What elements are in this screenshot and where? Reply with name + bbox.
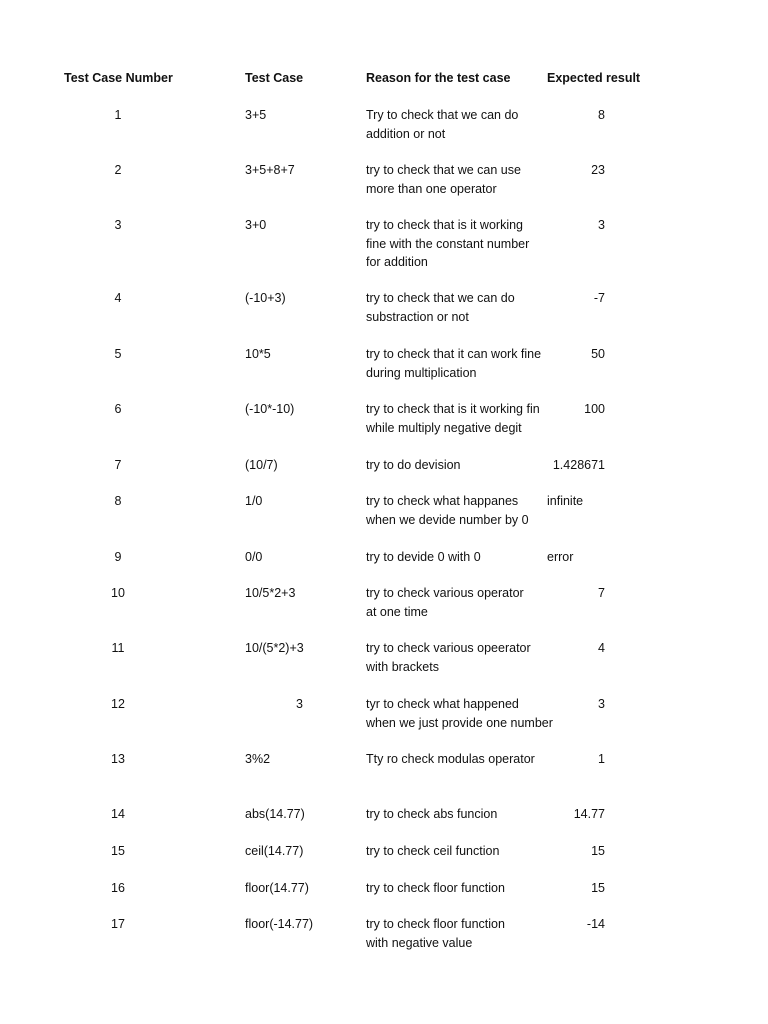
cell-reason: try to do devision <box>366 458 461 472</box>
cell-expected: -14 <box>586 917 605 931</box>
cell-expected: error <box>547 550 574 564</box>
cell-test-case: 1/0 <box>245 494 263 508</box>
cell-test-case: 3%2 <box>245 752 271 766</box>
cell-number: 8 <box>114 494 122 508</box>
cell-reason: try to check that we can use more than one operator <box>366 163 521 196</box>
cell-number: 14 <box>111 807 125 821</box>
cell-number: 4 <box>114 291 122 305</box>
cell-expected: 50 <box>591 347 605 361</box>
cell-expected: 23 <box>591 163 605 177</box>
cell-reason: try to check abs funcion <box>366 807 498 821</box>
cell-test-case: 3+0 <box>245 218 267 232</box>
cell-reason: try to check floor function <box>366 881 505 895</box>
cell-reason: try to check various operator at one time <box>366 586 524 619</box>
cell-number: 15 <box>111 844 125 858</box>
cell-reason: try to check that is it working fine with the constant number for addition <box>366 218 530 269</box>
cell-reason: try to check what happanes when we devide number by 0 <box>366 494 529 527</box>
cell-test-case: 10*5 <box>245 347 271 361</box>
cell-test-case: (-10+3) <box>245 291 286 305</box>
cell-expected: -7 <box>593 291 605 305</box>
cell-expected: 15 <box>591 881 605 895</box>
cell-reason: try to check that is it working fin while multiply negative degit <box>366 402 540 435</box>
cell-expected: 15 <box>591 844 605 858</box>
cell-number: 10 <box>111 586 125 600</box>
table-header <box>0 69 768 89</box>
cell-test-case: (10/7) <box>245 458 278 472</box>
cell-expected: 3 <box>598 218 605 232</box>
cell-reason: try to devide 0 with 0 <box>366 550 481 564</box>
cell-number: 5 <box>114 347 122 361</box>
cell-expected: 4 <box>598 641 605 655</box>
cell-reason: try to check floor function with negative value <box>366 917 505 950</box>
cell-expected: 100 <box>584 402 605 416</box>
cell-test-case: 3+5 <box>245 108 267 122</box>
cell-test-case: floor(-14.77) <box>245 917 314 931</box>
cell-reason: try to check that we can do substraction or not <box>366 291 515 324</box>
cell-reason: try to check ceil function <box>366 844 500 858</box>
cell-reason: tyr to check what happened when we just provide one number <box>366 697 553 730</box>
cell-reason: try to check that it can work fine during multiplication <box>366 347 542 380</box>
cell-number: 17 <box>111 917 125 931</box>
cell-test-case: (-10*-10) <box>245 402 295 416</box>
header-test-case: Test Case <box>245 71 304 85</box>
cell-number: 9 <box>114 550 122 564</box>
cell-expected: 3 <box>598 697 605 711</box>
cell-test-case: ceil(14.77) <box>245 844 304 858</box>
cell-number: 3 <box>114 218 122 232</box>
cell-test-case: 3 <box>296 697 303 711</box>
cell-expected: 1 <box>598 752 605 766</box>
cell-expected: 14.77 <box>573 807 605 821</box>
cell-number: 11 <box>111 641 125 655</box>
cell-test-case: 3+5+8+7 <box>245 163 295 177</box>
header-expected-result: Expected result <box>547 71 641 85</box>
cell-number: 13 <box>111 752 125 766</box>
cell-test-case: 0/0 <box>245 550 263 564</box>
cell-number: 16 <box>111 881 125 895</box>
cell-expected: 1.428671 <box>552 458 605 472</box>
cell-reason: Tty ro check modulas operator <box>366 752 535 766</box>
header-test-case-number: Test Case Number <box>64 71 173 85</box>
cell-test-case: abs(14.77) <box>245 807 305 821</box>
cell-reason: Try to check that we can do addition or not <box>366 108 519 141</box>
cell-number: 7 <box>114 458 122 472</box>
cell-number: 1 <box>114 108 122 122</box>
cell-reason: try to check various opeerator with brackets <box>366 641 531 674</box>
cell-expected: infinite <box>547 494 584 508</box>
cell-expected: 7 <box>598 586 605 600</box>
cell-test-case: 10/(5*2)+3 <box>245 641 304 655</box>
header-reason: Reason for the test case <box>366 71 511 85</box>
cell-number: 12 <box>111 697 125 711</box>
cell-number: 6 <box>114 402 122 416</box>
cell-expected: 8 <box>598 108 605 122</box>
cell-number: 2 <box>114 163 122 177</box>
cell-test-case: floor(14.77) <box>245 881 309 895</box>
cell-test-case: 10/5*2+3 <box>245 586 296 600</box>
